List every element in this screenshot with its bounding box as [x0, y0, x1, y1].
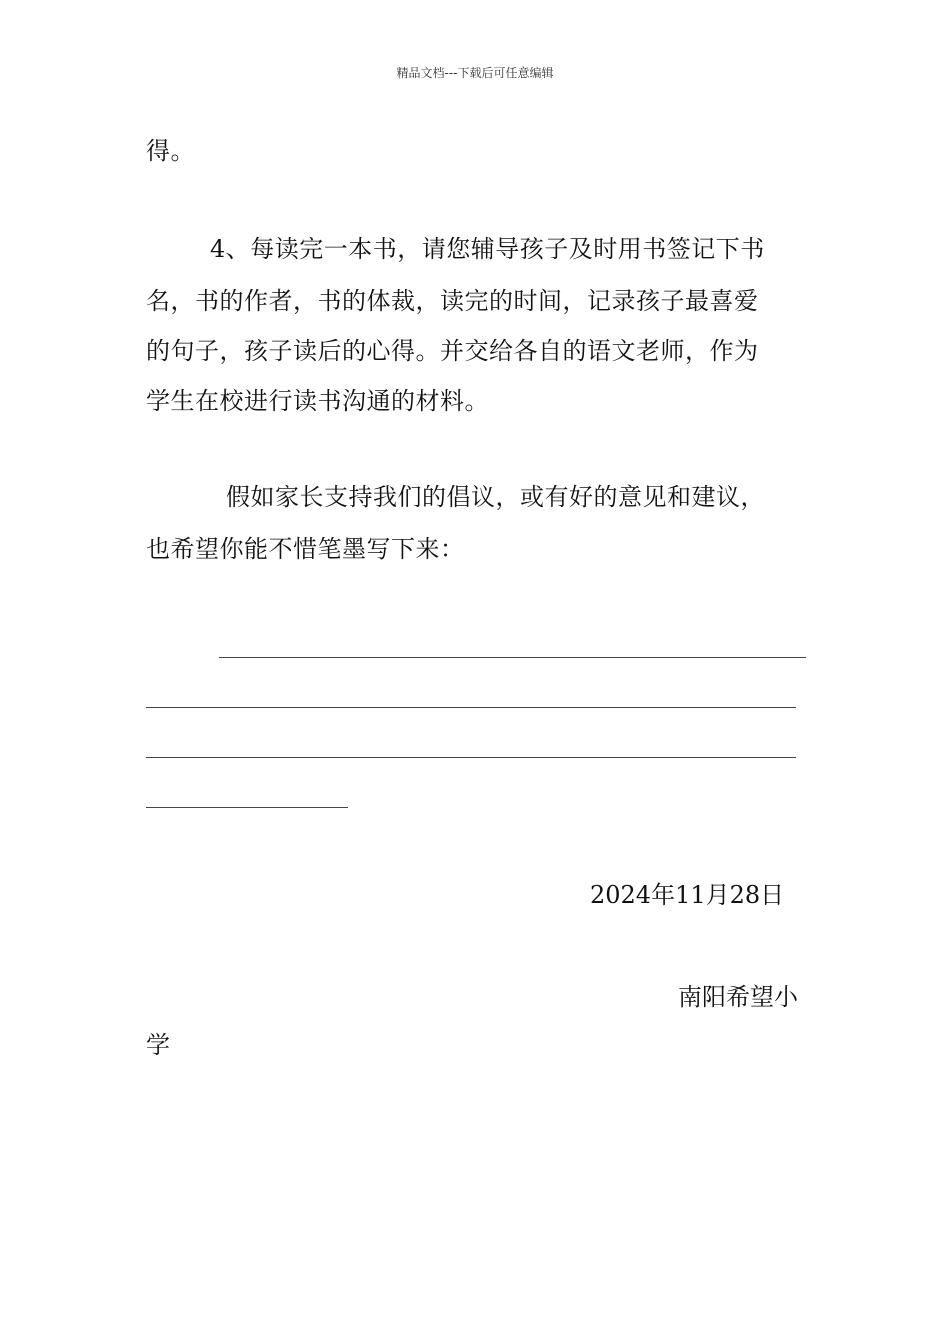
text-line: 学生在校进行读书沟通的材料。: [146, 387, 489, 415]
text-line: 假如家长支持我们的倡议，或有好的意见和建议，: [226, 483, 765, 511]
writing-line[interactable]: [146, 807, 348, 808]
date-text: 2024年11月28日: [590, 881, 785, 909]
text-line: 也希望你能不惜笔墨写下来：: [146, 535, 465, 563]
school-name: 南阳希望小: [678, 983, 798, 1011]
text-line: 4、每读完一本书，请您辅导孩子及时用书签记下书: [210, 235, 765, 263]
text-line: 名，书的作者，书的体裁，读完的时间，记录孩子最喜爱: [146, 287, 759, 315]
writing-line[interactable]: [146, 757, 796, 758]
writing-line[interactable]: [219, 657, 806, 658]
school-name-continued: 学: [146, 1031, 171, 1059]
writing-line[interactable]: [146, 707, 796, 708]
text-line: 得。: [146, 137, 195, 165]
text-line: 的句子，孩子读后的心得。并交给各自的语文老师，作为: [146, 337, 759, 365]
page-header: 精品文档---下载后可任意编辑: [396, 66, 554, 80]
